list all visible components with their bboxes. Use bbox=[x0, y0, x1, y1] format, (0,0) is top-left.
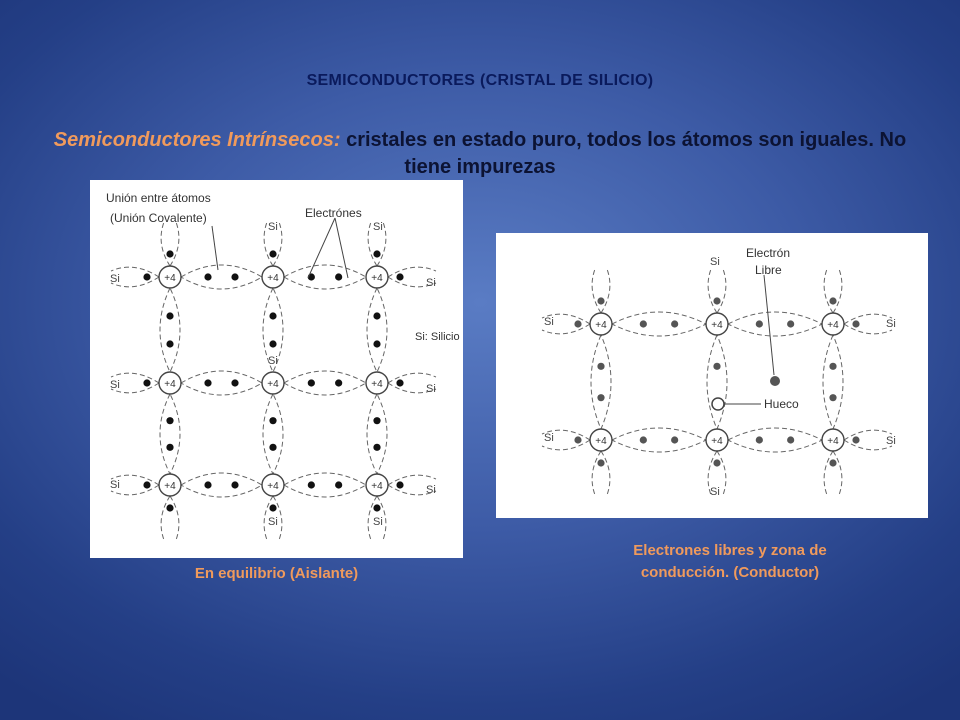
si-label: Si bbox=[886, 318, 896, 330]
electron-dot bbox=[204, 481, 211, 488]
hole-marker bbox=[712, 398, 724, 410]
electron-dot bbox=[231, 481, 238, 488]
electron-dot bbox=[852, 436, 859, 443]
electron-dot bbox=[335, 481, 342, 488]
electron-dot bbox=[787, 320, 794, 327]
electron-dot bbox=[166, 250, 173, 257]
electron-dot bbox=[269, 417, 276, 424]
silicon-atom bbox=[159, 372, 181, 394]
electron-dot bbox=[829, 297, 836, 304]
svg-text:+4: +4 bbox=[164, 273, 176, 284]
electron-dot bbox=[597, 459, 604, 466]
electron-dot bbox=[204, 273, 211, 280]
svg-text:+4: +4 bbox=[267, 273, 279, 284]
electron-dot bbox=[373, 504, 380, 511]
conduction-lattice-diagram bbox=[496, 233, 928, 518]
electron-dot bbox=[396, 481, 403, 488]
electron-dot bbox=[852, 320, 859, 327]
electron-dot bbox=[204, 379, 211, 386]
si-label: Si bbox=[426, 383, 436, 395]
si-label: Si bbox=[110, 479, 120, 491]
silicon-atom bbox=[706, 429, 728, 451]
silicon-atom bbox=[366, 474, 388, 496]
electron-dot bbox=[269, 312, 276, 319]
electron-dot bbox=[373, 417, 380, 424]
subtitle-emphasis: Semiconductores Intrínsecos: bbox=[53, 129, 341, 151]
svg-text:+4: +4 bbox=[267, 379, 279, 390]
si-label: Si bbox=[268, 516, 278, 528]
electron-dot bbox=[269, 250, 276, 257]
electron-dot bbox=[231, 273, 238, 280]
si-label: Si bbox=[110, 273, 120, 285]
hole-label: Hueco bbox=[764, 397, 799, 411]
electron-dot bbox=[574, 436, 581, 443]
electron-dot bbox=[143, 379, 150, 386]
svg-text:+4: +4 bbox=[267, 481, 279, 492]
electron-dot bbox=[756, 320, 763, 327]
silicon-atom bbox=[590, 313, 612, 335]
electron-dot bbox=[166, 340, 173, 347]
si-label: Si bbox=[373, 516, 383, 528]
electron-dot bbox=[166, 417, 173, 424]
electron-dot bbox=[396, 273, 403, 280]
svg-text:+4: +4 bbox=[371, 379, 383, 390]
silicon-atom bbox=[159, 266, 181, 288]
si-label: Si bbox=[110, 379, 120, 391]
silicon-atom bbox=[159, 474, 181, 496]
electron-dot bbox=[640, 320, 647, 327]
electron-dot bbox=[308, 379, 315, 386]
equilibrium-lattice-diagram bbox=[90, 180, 463, 558]
silicon-atom bbox=[590, 429, 612, 451]
conduction-caption-line1: Electrones libres y zona de bbox=[633, 542, 827, 559]
electron-dot bbox=[597, 363, 604, 370]
electron-dot bbox=[143, 481, 150, 488]
si-label: Si bbox=[886, 435, 896, 447]
slide-title: SEMICONDUCTORES (CRISTAL DE SILICIO) bbox=[306, 72, 654, 89]
conduction-caption bbox=[560, 540, 900, 584]
si-label: Si bbox=[373, 221, 383, 233]
silicon-atom bbox=[262, 266, 284, 288]
electron-dot bbox=[713, 363, 720, 370]
equilibrium-caption: En equilibrio (Aislante) bbox=[194, 565, 359, 582]
electron-dot bbox=[335, 273, 342, 280]
svg-text:+4: +4 bbox=[595, 320, 607, 331]
electron-dot bbox=[166, 444, 173, 451]
electron-dot bbox=[373, 312, 380, 319]
si-label: Si bbox=[544, 432, 554, 444]
slide-subtitle bbox=[40, 127, 920, 181]
si-label: Si bbox=[710, 256, 720, 268]
si-label: Si bbox=[268, 221, 278, 233]
silicon-atom bbox=[262, 474, 284, 496]
free-electron-label-line2: Libre bbox=[755, 263, 782, 277]
electrons-label: Electrónes bbox=[305, 206, 362, 220]
electron-dot bbox=[396, 379, 403, 386]
electron-dot bbox=[231, 379, 238, 386]
si-label: Si bbox=[544, 316, 554, 328]
electron-dot bbox=[829, 394, 836, 401]
silicon-atom bbox=[366, 266, 388, 288]
free-electron bbox=[770, 376, 780, 386]
bond-label-line2: (Unión Covalente) bbox=[110, 211, 207, 225]
si-label: Si bbox=[426, 484, 436, 496]
svg-text:+4: +4 bbox=[711, 436, 723, 447]
electron-dot bbox=[269, 340, 276, 347]
silicon-atom bbox=[262, 372, 284, 394]
silicon-atom bbox=[822, 313, 844, 335]
svg-text:+4: +4 bbox=[711, 320, 723, 331]
electron-dot bbox=[269, 444, 276, 451]
electron-dot bbox=[713, 297, 720, 304]
svg-text:+4: +4 bbox=[164, 379, 176, 390]
electron-dot bbox=[166, 504, 173, 511]
si-legend-label: Si: Silicio bbox=[415, 331, 460, 343]
svg-text:+4: +4 bbox=[595, 436, 607, 447]
silicon-atom bbox=[366, 372, 388, 394]
svg-text:+4: +4 bbox=[827, 320, 839, 331]
electron-dot bbox=[269, 504, 276, 511]
electron-dot bbox=[373, 444, 380, 451]
si-label: Si bbox=[710, 486, 720, 498]
svg-text:+4: +4 bbox=[827, 436, 839, 447]
svg-text:+4: +4 bbox=[371, 273, 383, 284]
free-electron-label-line1: Electrón bbox=[746, 246, 791, 260]
electron-dot bbox=[166, 312, 173, 319]
electron-dot bbox=[597, 394, 604, 401]
electron-dot bbox=[143, 273, 150, 280]
si-label: Si bbox=[426, 277, 436, 289]
electron-dot bbox=[640, 436, 647, 443]
electron-dot bbox=[756, 436, 763, 443]
svg-text:+4: +4 bbox=[164, 481, 176, 492]
electron-dot bbox=[671, 436, 678, 443]
electron-dot bbox=[829, 363, 836, 370]
electron-dot bbox=[308, 481, 315, 488]
bond-label-line1: Unión entre átomos bbox=[106, 191, 211, 205]
svg-text:+4: +4 bbox=[371, 481, 383, 492]
si-label: Si bbox=[268, 355, 278, 367]
electron-dot bbox=[373, 340, 380, 347]
electron-dot bbox=[671, 320, 678, 327]
conduction-caption-line2: conducción. (Conductor) bbox=[640, 564, 820, 581]
silicon-atom bbox=[706, 313, 728, 335]
electron-dot bbox=[713, 459, 720, 466]
electron-dot bbox=[829, 459, 836, 466]
silicon-atom bbox=[822, 429, 844, 451]
electron-dot bbox=[597, 297, 604, 304]
electron-dot bbox=[335, 379, 342, 386]
electron-dot bbox=[373, 250, 380, 257]
electron-dot bbox=[787, 436, 794, 443]
electron-dot bbox=[574, 320, 581, 327]
subtitle-text: cristales en estado puro, todos los átomos son iguales. No tiene impurezas bbox=[340, 129, 907, 178]
